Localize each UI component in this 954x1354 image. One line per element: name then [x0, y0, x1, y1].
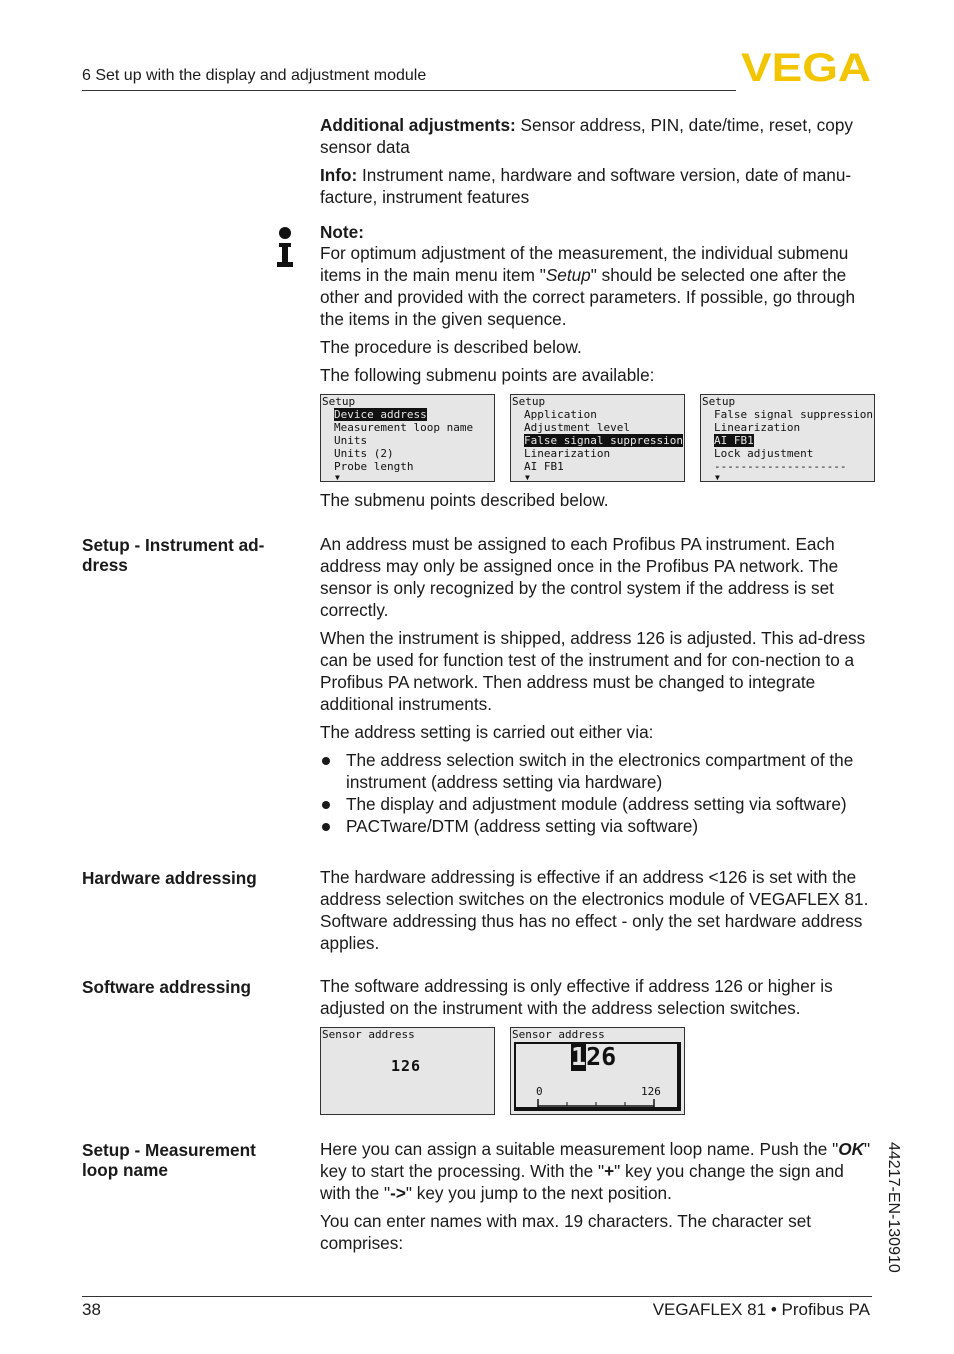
menu-item-selected: False signal suppression [524, 434, 683, 447]
screen-title: Setup [322, 395, 356, 408]
address-method-list [320, 749, 876, 837]
list-item: The display and adjustment module (address setting via software) [320, 793, 876, 815]
loop-name-p2: You can enter names with max. 19 characters. The character set comprises: [320, 1211, 812, 1253]
side-heading-loop-name: Setup - Measurement loop name [82, 1140, 256, 1180]
note-text: For optimum adjustment of the measurement, the individual submenu items in the main menu item "Setup" should be selected one after the other and provided with the correct parameters. If possible, go through the items in the given sequence. [320, 243, 856, 329]
menu-item: Units (2) [334, 447, 394, 460]
scroll-down-icon: ▼ [525, 473, 530, 482]
setup-screen-1 [320, 394, 495, 482]
sensor-address-edit-screen [510, 1027, 685, 1115]
screen-title: Setup [702, 395, 736, 408]
info-icon [274, 226, 296, 268]
side-heading-instrument-address: Setup - Instrument ad-dress [82, 535, 265, 575]
menu-item: Linearization [524, 447, 611, 460]
footer-divider [82, 1296, 872, 1297]
address-edit-value: 126 [571, 1042, 617, 1071]
available-text: The following submenu points are available: [320, 365, 655, 385]
instrument-address-p2: When the instrument is shipped, address 126 is adjusted. This ad-dress can be used for function test of the instrument and for con-nection to a Profibus PA network. Then address must be changed to integrate additional instruments. [320, 628, 866, 714]
described-text: The submenu points described below. [320, 490, 609, 510]
document-id: 44217-EN-130910 [885, 1142, 902, 1273]
scale-min-label: 0 [536, 1085, 543, 1098]
screen-title: Setup [512, 395, 546, 408]
product-name: VEGAFLEX 81 • Profibus PA [652, 1300, 870, 1319]
menu-item: Probe length [334, 460, 414, 473]
menu-item-selected: Device address [334, 408, 427, 421]
menu-item: Application [524, 408, 597, 421]
running-header: 6 Set up with the display and adjustment module [82, 67, 427, 84]
additional-adjustments-paragraph: Additional adjustments: Sensor address, PIN, date/time, reset, copy sensor data [320, 115, 853, 157]
software-addressing-text: The software addressing is only effective if address 126 or higher is adjusted on the instrument with the address selection switches. [320, 976, 833, 1018]
scroll-down-icon: ▼ [335, 473, 340, 482]
list-item: PACTware/DTM (address setting via software) [320, 815, 876, 837]
logo-text: VEGA [741, 50, 871, 84]
note-heading: Note: [320, 222, 364, 242]
setup-screen-2 [510, 394, 685, 482]
procedure-text: The procedure is described below. [320, 337, 582, 357]
menu-item: Adjustment level [524, 421, 630, 434]
menu-item: Units [334, 434, 368, 447]
header-divider [82, 90, 736, 91]
vega-logo [741, 50, 873, 84]
list-item: The address selection switch in the electronics compartment of the instrument (address setting via hardware) [320, 749, 876, 793]
page-number: 38 [82, 1300, 101, 1319]
edit-cursor-digit: 1 [571, 1042, 587, 1071]
scale-max-label: 126 [641, 1085, 661, 1098]
loop-name-p1: Here you can assign a suitable measurement loop name. Push the "OK" key to start the processing. With the "+" key you change the sign and with the "->" key you jump to the next position. [320, 1139, 871, 1203]
info-paragraph: Info: Instrument name, hardware and software version, date of manu-facture, instrument features [320, 165, 852, 207]
sensor-address-screen [320, 1027, 495, 1115]
address-scale-bar [537, 1098, 657, 1108]
instrument-address-p3: The address setting is carried out either via: [320, 722, 654, 742]
instrument-address-p1: An address must be assigned to each Profibus PA instrument. Each address may only be assigned once in the Profibus PA network. The sensor is only recognized by the control system if the address is set correctly. [320, 534, 839, 620]
menu-item: Lock adjustment [714, 447, 814, 460]
setup-screen-3 [700, 394, 875, 482]
side-heading-hardware-addressing: Hardware addressing [82, 868, 257, 888]
screen-title: Sensor address [512, 1028, 605, 1041]
screen-title: Sensor address [322, 1028, 415, 1041]
menu-item: AI FB1 [524, 460, 564, 473]
side-heading-software-addressing: Software addressing [82, 977, 252, 997]
menu-separator: -------------------- [714, 460, 847, 473]
hardware-addressing-text: The hardware addressing is effective if an address <126 is set with the address selection switches on the electronics module of VEGAFLEX 81. Software addressing thus has no effect - only the set hardware address applies. [320, 867, 869, 953]
menu-item: Measurement loop name [334, 421, 474, 434]
menu-item: False signal suppression [714, 408, 873, 421]
scroll-down-icon: ▼ [715, 473, 720, 482]
menu-item: Linearization [714, 421, 801, 434]
menu-item-selected: AI FB1 [714, 434, 754, 447]
address-value: 126 [391, 1057, 422, 1075]
